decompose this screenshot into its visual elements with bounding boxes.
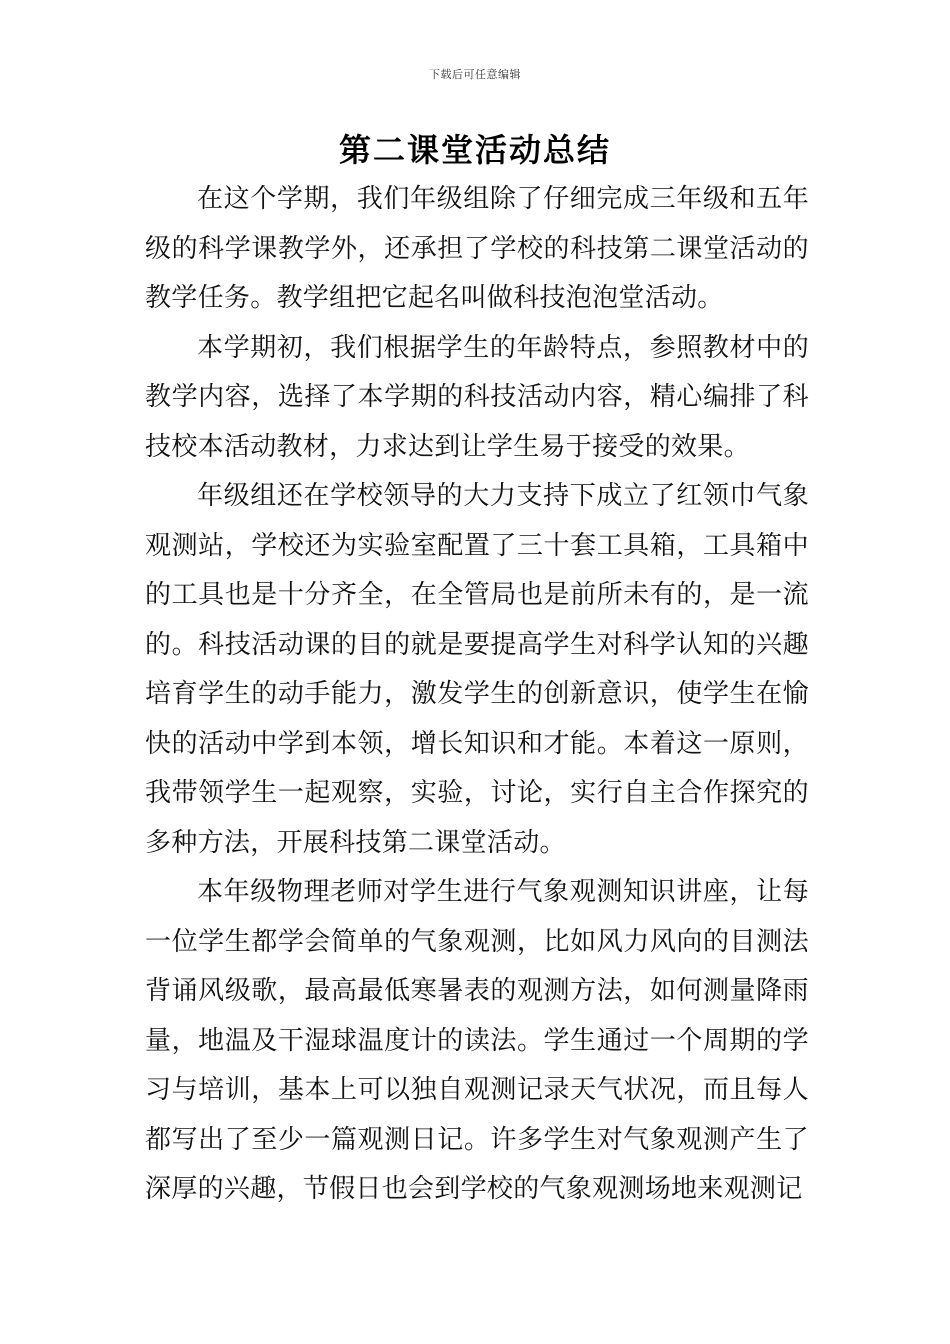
document-title: 第二课堂活动总结 xyxy=(338,131,611,169)
page-header-note: 下载后可任意编辑 xyxy=(429,68,521,81)
paragraph-1: 在这个学期，我们年级组除了仔细完成三年级和五年级的科学课教学外，还承担了学校的科技第二课堂活动的教学任务。教学组把它起名叫做科技泡泡堂活动。 xyxy=(145,184,809,313)
paragraph-2: 本学期初，我们根据学生的年龄特点，参照教材中的教学内容，选择了本学期的科技活动内容，精心编排了科技校本活动教材，力求达到让学生易于接受的效果。 xyxy=(145,332,809,462)
paragraph-4: 本年级物理老师对学生进行气象观测知识讲座，让每一位学生都学会简单的气象观测，比如风力风向的目测法背诵风级歌，最高最低寒暑表的观测方法，如何测量降雨量，地温及干湿球温度计的读法。学生通过一个周期的学习与培训，基本上可以独自观测记录天气状况，而且每人都写出了至少一篇观测日记。许多学生对气象观测产生了深厚的兴趣，节假日也会到学校的气象观测场地来观测记 xyxy=(145,877,809,1204)
paragraph-3: 年级组还在学校领导的大力支持下成立了红领巾气象观测站，学校还为实验室配置了三十套工具箱，工具箱中的工具也是十分齐全，在全管局也是前所未有的，是一流的。科技活动课的目的就是要提高学生对科学认知的兴趣培育学生的动手能力，激发学生的创新意识，使学生在愉快的活动中学到本领，增长知识和才能。本着这一原则，我带领学生一起观察，实验，讨论，实行自主合作探究的多种方法，开展科技第二课堂活动。 xyxy=(145,481,809,858)
document-body xyxy=(145,175,809,1215)
